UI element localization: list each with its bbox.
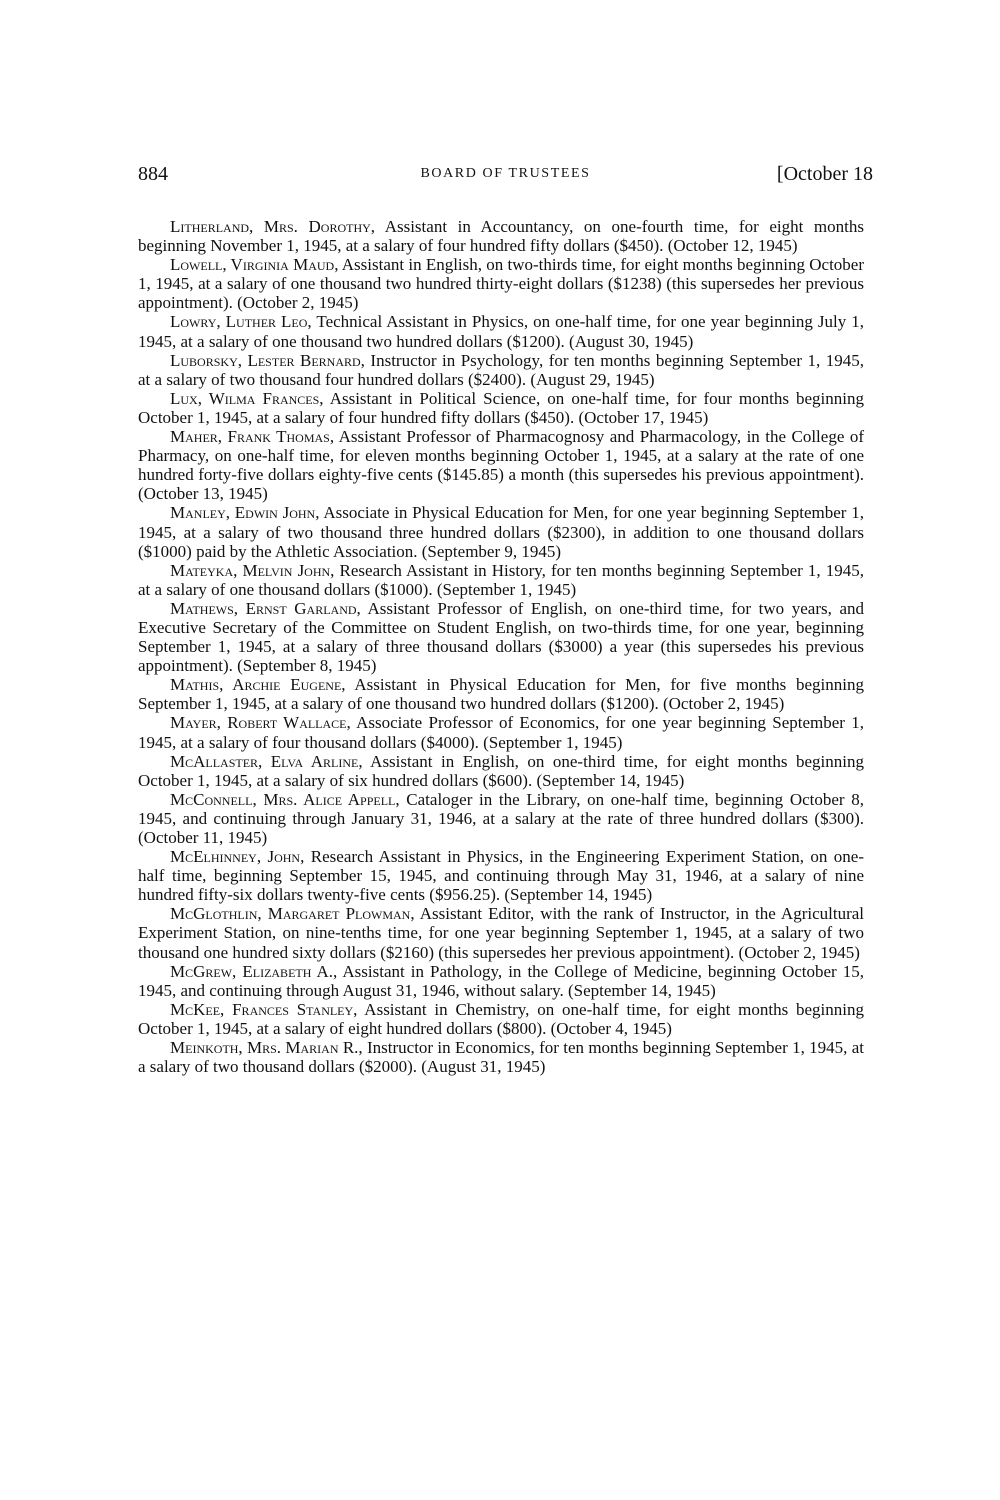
appointee-name: Mateyka, Melvin John, — [170, 560, 335, 580]
appointee-name: McKee, Frances Stanley, — [170, 999, 358, 1019]
page-header — [138, 163, 873, 193]
appointee-name: Meinkoth, Mrs. Marian R., — [170, 1038, 363, 1058]
appointee-name: McGlothlin, Margaret Plowman, — [170, 904, 415, 924]
appointment-entry — [138, 1038, 864, 1076]
appointment-entry — [138, 503, 864, 560]
appointment-details: Technical Assistant in Physics, on one-half time, for one year beginning July 1, 1945, at a salary of one thousand two hundred dollars ($1200). (August 30, 1945) — [138, 312, 864, 351]
appointment-entry — [138, 790, 864, 847]
appointment-entry — [138, 217, 864, 255]
appointment-entry — [138, 1000, 864, 1038]
appointment-entry — [138, 752, 864, 790]
appointment-entry — [138, 255, 864, 312]
appointee-name: McElhinney, John, — [170, 847, 305, 867]
appointment-entry — [138, 427, 864, 503]
appointment-details: Cataloger in the Library, on one-half time, beginning October 8, 1945, and continuing through January 31, 1946, at a salary at the rate of three hundred dollars ($300). (October 11, 1945) — [138, 789, 864, 847]
running-title: BOARD OF TRUSTEES — [420, 166, 591, 181]
appointment-details: Research Assistant in History, for ten months beginning September 1, 1945, at a salary of one thousand dollars ($1000). (September 1, 1945) — [138, 560, 864, 599]
appointment-entry — [138, 713, 864, 751]
appointee-name: Manley, Edwin John, — [170, 503, 320, 523]
appointee-name: Lux, Wilma Frances, — [170, 388, 324, 408]
appointee-name: Mathis, Archie Eugene, — [170, 675, 346, 695]
header-date: [October 18 — [776, 163, 873, 185]
appointment-details: Assistant Editor, with the rank of Instructor, in the Agricultural Experiment Station, on nine-tenths time, for one year beginning September 1, 1945, at a salary of two thousand one hundred sixty dollars ($2160) (this supersedes her previous appointment). (October 2, 1945) — [138, 904, 864, 962]
appointment-entry — [138, 389, 864, 427]
appointment-details: Assistant in Physical Education for Men, for five months beginning September 1, 1945, at a salary of one thousand two hundred dollars ($1200). (October 2, 1945) — [138, 675, 865, 714]
appointment-details: Instructor in Psychology, for ten months beginning September 1, 1945, at a salary of two thousand four hundred dollars ($2400). (August 29, 1945) — [138, 350, 864, 389]
appointee-name: Mayer, Robert Wallace, — [170, 713, 351, 733]
appointment-details: Assistant in Chemistry, on one-half time, for eight months beginning October 1, 1945, at a salary of eight hundred dollars ($800). (October 4, 1945) — [138, 999, 864, 1038]
appointment-details: Assistant in Accountancy, on one-fourth time, for eight months beginning November 1, 1945, at a salary of four hundred fifty dollars ($450). (October 12, 1945) — [138, 217, 864, 256]
appointment-details: Associate in Physical Education for Men, for one year beginning September 1, 1945, at a salary of two thousand three hundred dollars ($2300), in addition to one thousand dollars ($1000) paid by the Athletic Association. (September 9, 1945) — [138, 503, 864, 561]
appointee-name: Litherland, Mrs. Dorothy, — [170, 217, 376, 236]
appointment-details: Assistant Professor of Pharmacognosy and Pharmacology, in the College of Pharmacy, on one-half time, for eleven months beginning October 1, 1945, at a salary at the rate of one hundred forty-five dollars eighty-five cents ($145.85) a month (this supersedes his previous appointment). (October 13, 1945) — [138, 427, 864, 504]
page-number: 884 — [138, 163, 168, 185]
appointment-entry — [138, 847, 864, 904]
appointee-name: McAllaster, Elva Arline, — [170, 751, 363, 771]
appointee-name: Mathews, Ernst Garland, — [170, 598, 361, 618]
appointment-entry — [138, 312, 864, 350]
appointment-details: Associate Professor of Economics, for one year beginning September 1, 1945, at a salary of four thousand dollars ($4000). (September 1, 1945) — [138, 713, 864, 752]
appointee-name: McGrew, Elizabeth A., — [170, 961, 338, 981]
appointment-entry — [138, 904, 864, 961]
appointment-entry — [138, 561, 864, 599]
appointee-name: Luborsky, Lester Bernard, — [170, 350, 365, 370]
appointee-name: McConnell, Mrs. Alice Appell, — [170, 789, 400, 809]
appointee-name: Lowry, Luther Leo, — [170, 312, 312, 332]
appointment-entry — [138, 675, 864, 713]
appointment-details: Assistant in English, on one-third time, for eight months beginning October 1, 1945, at a salary of six hundred dollars ($600). (September 14, 1945) — [138, 751, 864, 790]
appointment-details: Assistant in Political Science, on one-half time, for four months beginning October 1, 1945, at a salary of four hundred fifty dollars ($450). (October 17, 1945) — [138, 388, 864, 427]
appointment-entry — [138, 962, 864, 1000]
appointment-details: Assistant in Pathology, in the College of Medicine, beginning October 15, 1945, and continuing through August 31, 1946, without salary. (September 14, 1945) — [138, 961, 864, 1000]
appointment-details: Research Assistant in Physics, in the Engineering Experiment Station, on one-half time, beginning September 15, 1945, and continuing through May 31, 1946, at a salary of nine hundred fifty-six dollars twenty-five cents ($956.25). (September 14, 1945) — [138, 847, 864, 905]
appointment-entry — [138, 351, 864, 389]
appointment-list — [138, 217, 864, 1076]
appointee-name: Lowell, Virginia Maud, — [170, 255, 339, 275]
appointee-name: Maher, Frank Thomas, — [170, 427, 335, 447]
appointment-details: Assistant in English, on two-thirds time, for eight months beginning October 1, 1945, at a salary of one thousand two hundred thirty-eight dollars ($1238) (this supersedes her previous appointment). (October 2, 1945) — [138, 255, 864, 313]
appointment-details: Assistant Professor of English, on one-third time, for two years, and Executive Secretary of the Committee on Student English, on two-thirds time, for one year, beginning September 1, 1945, at a salary of three thousand dollars ($3000) a year (this supersedes his previous appointment). (September 8, 1945) — [138, 598, 864, 676]
appointment-details: Instructor in Economics, for ten months beginning September 1, 1945, at a salary of two thousand dollars ($2000). (August 31, 1945) — [138, 1038, 864, 1077]
appointment-entry — [138, 599, 864, 675]
